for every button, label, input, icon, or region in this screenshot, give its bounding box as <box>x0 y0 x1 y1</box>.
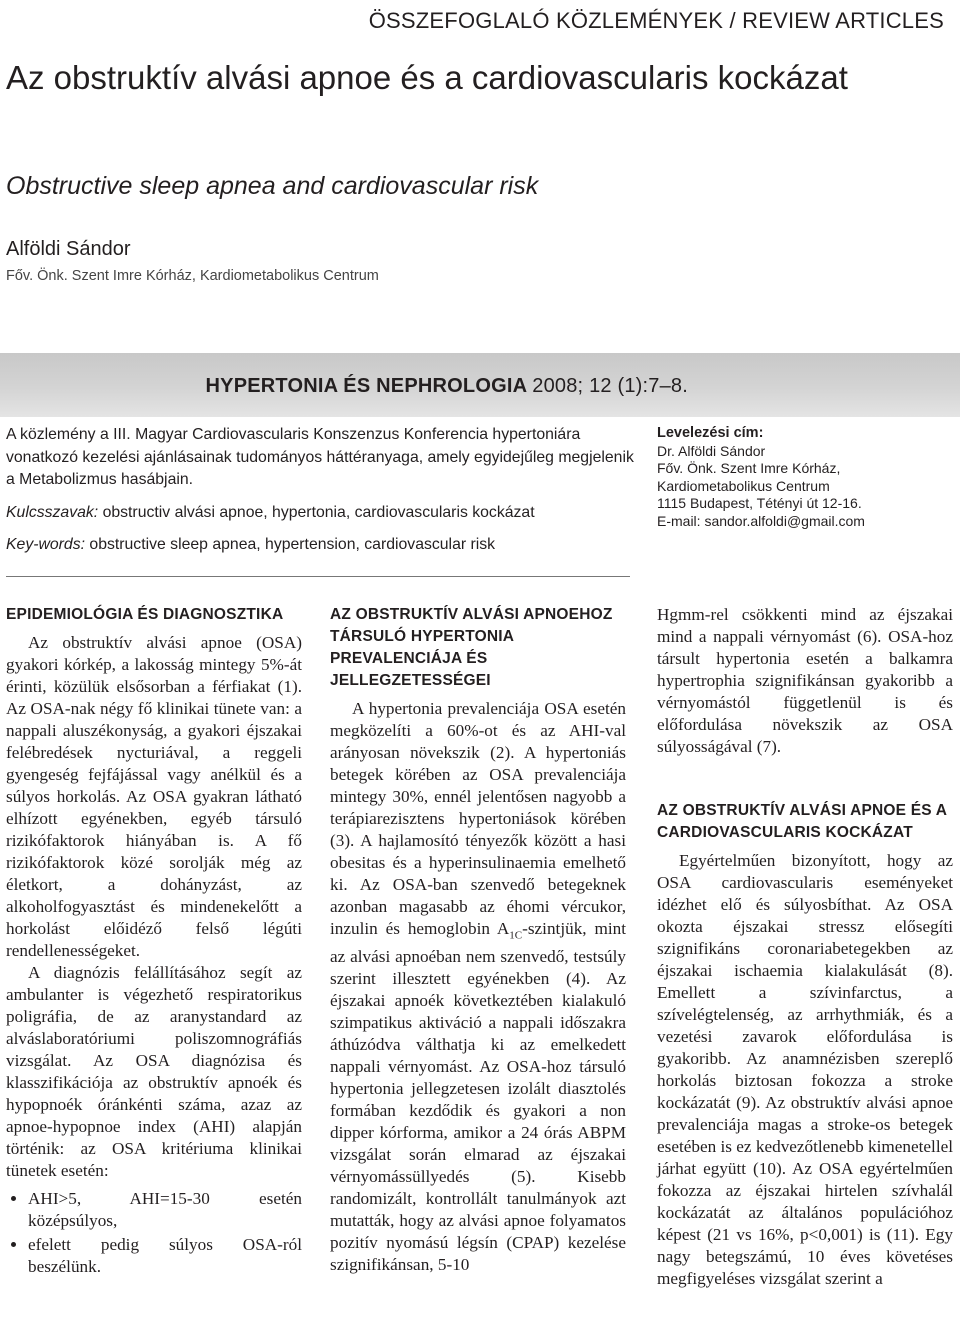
divider <box>6 576 630 577</box>
journal-name: HYPERTONIA ÉS NEPHROLOGIA <box>205 375 527 397</box>
subscript: 1C <box>509 929 523 942</box>
keywords-en-label: Key-words: <box>6 536 86 553</box>
body-column-1 <box>6 604 302 1280</box>
correspondence-line2: Kardiometabolikus Centrum <box>657 477 830 494</box>
keywords-en <box>6 534 634 557</box>
list-item: • AHI>5, AHI=15-30 esetén középsúlyos, <box>28 1188 302 1232</box>
keywords-label: Kulcsszavak: <box>6 503 99 521</box>
abstract-text: A közlemény a III. Magyar Cardiovascularis Konszenzus Konferencia hypertoniára vonatkozó kezelési ajánlásainak tudományos háttéranyaga, amely egyidejűleg megjelenik a Metabolizmus hasábjain. <box>6 426 634 488</box>
paragraph-part: A hypertonia prevalenciája OSA esetén megközelíti a 60%-ot és az AHI-val arányosan növekszik (2). A hypertoniás betegek körében az OSA prevalenciája mintegy 30%, ennél jelentősen nagyobb a terápiarezisztens hypertoniások körében (3). A hajlamosító tényezők között a hasi obesitas és a hyperinsulinaemia emelhető ki. Az OSA-ban szenvedő betegeknek azonban magasabb az éhomi vércukor, inzulin és hemoglobin A <box>330 699 626 938</box>
correspondence-line3: 1115 Budapest, Tétényi út 12-16. <box>657 495 862 511</box>
criteria-list <box>6 1188 302 1278</box>
correspondence-line1: Főv. Önk. Szent Imre Kórház, <box>657 460 841 476</box>
author-name: Alföldi Sándor <box>6 238 131 260</box>
body-column-2 <box>330 604 626 1276</box>
correspondence-label: Levelezési cím: <box>657 425 764 441</box>
paragraph: A diagnózis felállításához segít az ambulanter is végezhető respiratorikus poligráfia, de az aranystandard az alváslaboratóriumi poliszomnográfiás vizsgálat. Az OSA diagnózisa és klasszifikációja az obstruktív apnoék és hypopnoék óránkénti száma, azaz az apnoe-hypopnoe index (AHI) alapján történik: az OSA kritériuma klinikai tünetek esetén: <box>6 963 302 1180</box>
correspondence-block <box>657 425 957 530</box>
author-affiliation: Főv. Önk. Szent Imre Kórház, Kardiometabolikus Centrum <box>6 268 379 284</box>
article-title: Az obstruktív alvási apnoe és a cardiovascularis kockázat <box>6 59 848 96</box>
keywords-en-value: obstructive sleep apnea, hypertension, cardiovascular risk <box>89 536 496 553</box>
paragraph: Hgmm-rel csökkenti mind az éjszakai mind a nappali vérnyomást (6). OSA-hoz társult hypertonia esetén a balkamra hypertrophia szignifikánsan gyakoribb a vérnyomástól függetlenül is és előfordulása növekszik az OSA súlyosságával (7). <box>657 605 953 756</box>
section-heading-hypertension: AZ OBSTRUKTÍV ALVÁSI APNOEHOZ TÁRSULÓ HYPERTONIA PREVALENCIÁJA ÉS JELLEGZETESSÉGEI <box>330 606 613 689</box>
keywords <box>6 502 634 525</box>
keywords-value: obstructiv alvási apnoe, hypertonia, cardiovascularis kockázat <box>102 503 535 521</box>
paragraph-part: -szintjük, mint az alvási apnoéban nem szenvedő, testsúly szerint illesztett egyénekben (4). Az éjszakai apnoék következtében kialakuló szimpatikus aktiváció a nappali időszakra áthúzódva válthatja ki az emelkedett nappali vérnyomást. Az OSA-hoz társuló hypertonia jellegzetesen izolált diasztolés formában kezdődik és gyakori a non dipper kórforma, amikor a 24 órás ABPM vizsgálat során elmarad az éjszakai vérnyomássüllyedés (5). Kisebb randomizált, kontrollált tanulmányok azt mutatták, hogy az alvási apnoe folyamatos pozitív nyomású légsín (CPAP) kezelése szignifikánsan, 5-10 <box>330 919 626 1275</box>
article-subtitle: Obstructive sleep apnea and cardiovascular risk <box>6 172 539 200</box>
abstract <box>6 424 634 567</box>
correspondence-email[interactable]: E-mail: sandor.alfoldi@gmail.com <box>657 512 865 529</box>
section-heading-cardiovascular-risk: AZ OBSTRUKTÍV ALVÁSI APNOE ÉS A CARDIOVASCULARIS KOCKÁZAT <box>657 802 947 841</box>
paragraph: Az obstruktív alvási apnoe (OSA) gyakori kórkép, a lakosság mintegy 5%-át érinti, közülük elsősorban a férfiakat (1). Az OSA-nak négy fő klinikai tünete van: a nappali aluszékonyság, a gyakori éjszakai felébredések nycturiával, a reggeli gyengeség fejfájással vagy anélkül és a súlyos horkolás. Az OSA gyakran látható elhízott egyénekben, egyéb társuló rizikófaktorok hiányában is. A fő rizikófaktorok közé sorolják még az életkort, a dohányzást, az alkoholfogyasztást és mindenekelőtt a horkolást előidéző felső légúti rendellenességeket. <box>6 633 302 960</box>
section-heading-epidemiology: EPIDEMIOLÓGIA ÉS DIAGNOSZTIKA <box>6 606 284 623</box>
journal-banner <box>0 353 960 417</box>
journal-citation <box>206 375 688 398</box>
section-label: ÖSSZEFOGLALÓ KÖZLEMÉNYEK / REVIEW ARTICLES <box>368 8 944 33</box>
correspondence-name: Dr. Alföldi Sándor <box>657 442 766 459</box>
paragraph <box>330 698 626 1276</box>
body-column-3 <box>657 604 953 1290</box>
journal-issue: 2008; 12 (1):7–8. <box>532 375 688 397</box>
list-item: • efelett pedig súlyos OSA-ról beszélünk. <box>28 1234 302 1278</box>
paragraph: Egyértelműen bizonyított, hogy az OSA cardiovascularis eseményeket idézhet elő és súlyosbíthat. Az OSA okozta éjszakai stressz elősegíti szignifikáns coronariabetegekben az éjszakai ischaemia kialakulását (8). Emellett a szívinfarctus, a szívelégtelenség, az arrhythmiák, és a vezetési zavarok előfordulása is gyakoribb. Az anamnézisben szereplő horkolás biztosan fokozza a stroke kockázatát (9). Az obstruktív alvási apnoe prevalenciája magas a stroke-os betegek esetében is ez kedvezőtlenebb kimenetellel járhat együtt (10). Az OSA egyértelműen fokozza az éjszakai hirtelen szívhalál kockázatát az általános populációhoz képest (21 vs 16%, p<0,001) is (11). Egy nagy betegszámú, 10 éves követéses megfigyeléses vizsgálat szerint a <box>657 851 953 1288</box>
